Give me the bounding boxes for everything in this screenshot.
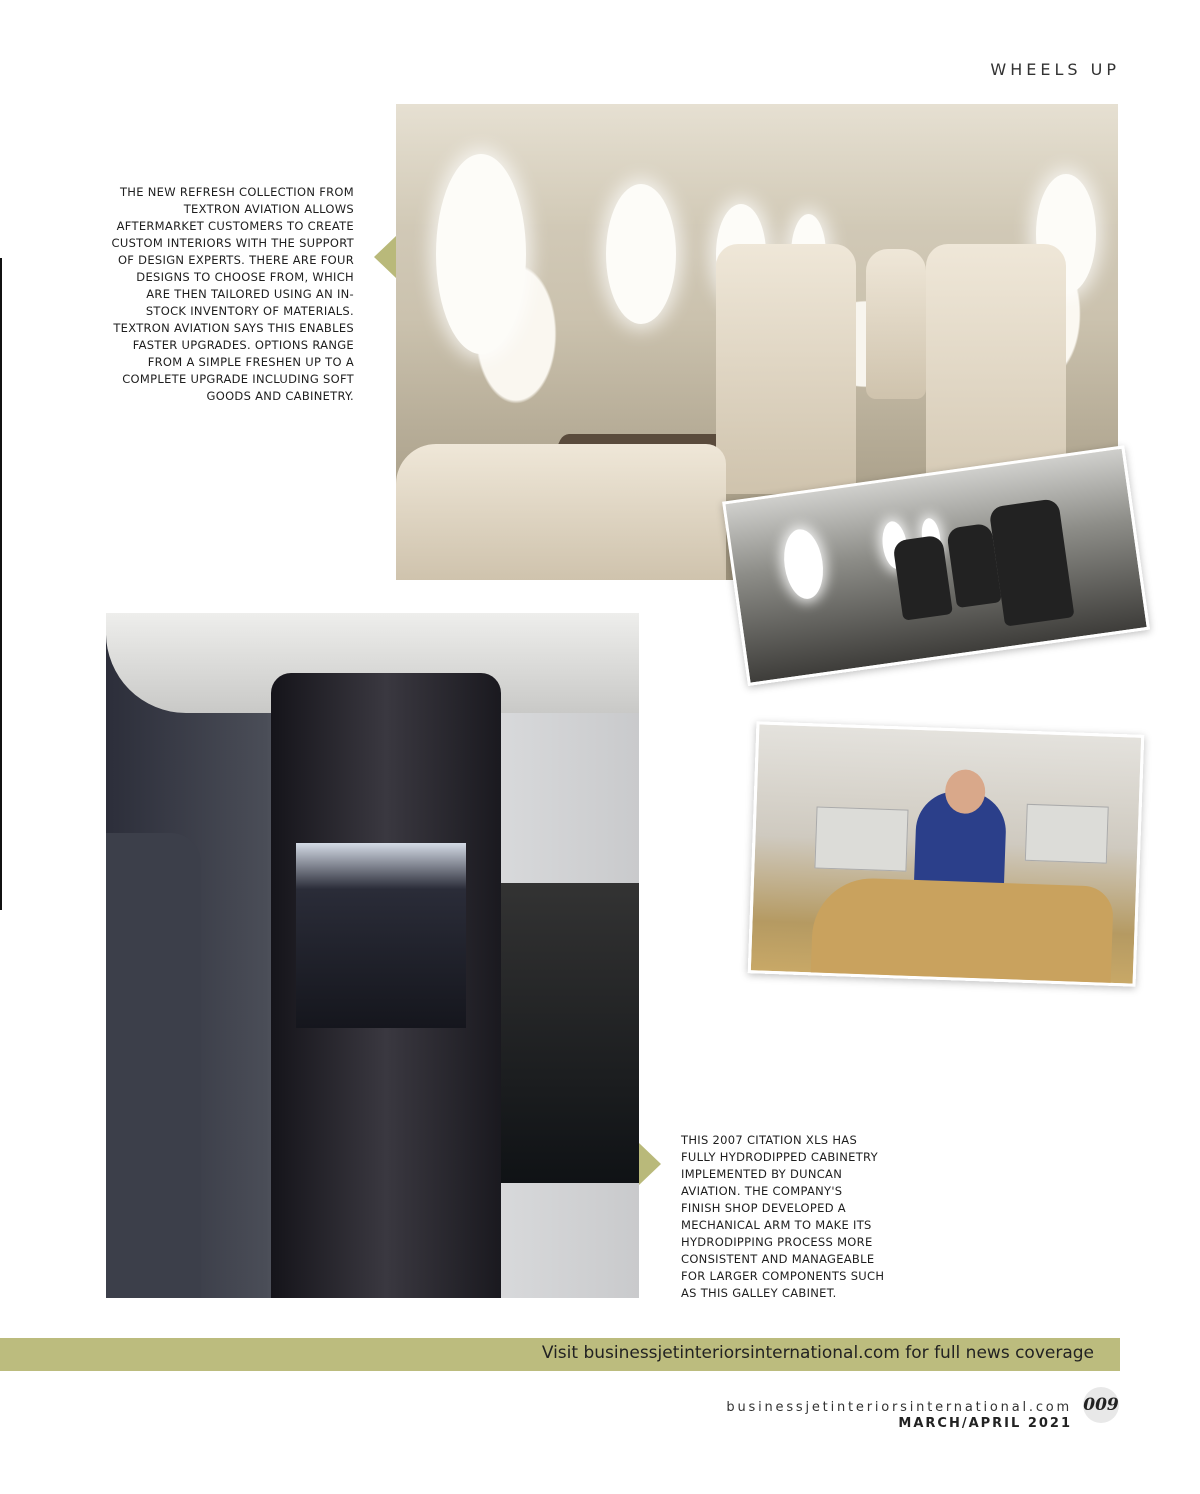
cabin-sofa [396, 444, 726, 580]
crew-seat [106, 833, 201, 1298]
sewing-machine [814, 806, 908, 871]
galley-cabinet-photo [106, 613, 639, 1298]
page-number: 009 [1083, 1387, 1119, 1423]
cabin-seat [989, 498, 1075, 627]
left-rule [0, 258, 2, 910]
footer-site: businessjetinteriorsinternational.com [726, 1400, 1072, 1415]
caption-citation-xls: THIS 2007 CITATION XLS HAS FULLY HYDRODIPPED CABINETRY IMPLEMENTED BY DUNCAN AVIATION. THE COMPANY'S FINISH SHOP DEVELOPED A MECHANICAL ARM TO MAKE ITS HYDRODIPPING PROCESS MORE CONSISTENT AND MANAGEABLE FOR LARGER COMPONENTS SUCH AS THIS GALLEY CABINET. [681, 1133, 885, 1300]
galley-display [296, 843, 466, 1028]
cabin-window [436, 154, 526, 354]
section-label: WHEELS UP [990, 60, 1120, 79]
leather-material [811, 876, 1114, 986]
footer [726, 1400, 1072, 1431]
caption-pointer-left [374, 236, 396, 278]
caption-refresh-collection: THE NEW REFRESH COLLECTION FROM TEXTRON AVIATION ALLOWS AFTERMARKET CUSTOMERS TO CREATE CUSTOM INTERIORS WITH THE SUPPORT OF DESIGN EXPERTS. THERE ARE FOUR DESIGNS TO CHOOSE FROM, WHICH ARE THEN TAILORED USING AN IN-STOCK INVENTORY OF MATERIALS. TEXTRON AVIATION SAYS THIS ENABLES FASTER UPGRADES. OPTIONS RANGE FROM A SIMPLE FRESHEN UP TO A COMPLETE UPGRADE INCLUDING SOFT GOODS AND CABINETRY. [111, 185, 354, 403]
sewing-machine [1025, 804, 1109, 864]
cabin-seat [866, 249, 926, 399]
cabin-seat [716, 244, 856, 494]
cabin-window [780, 527, 827, 602]
cabin-seat [892, 535, 953, 621]
news-banner [0, 1338, 1120, 1371]
caption-pointer-right [639, 1143, 661, 1185]
banner-text[interactable]: Visit businessjetinteriorsinternational.com for full news coverage [541, 1343, 1094, 1363]
cockpit-view [501, 883, 639, 1183]
footer-issue: MARCH/APRIL 2021 [898, 1416, 1072, 1431]
cabin-window [606, 184, 676, 324]
upholstery-workshop-photo [748, 721, 1145, 986]
